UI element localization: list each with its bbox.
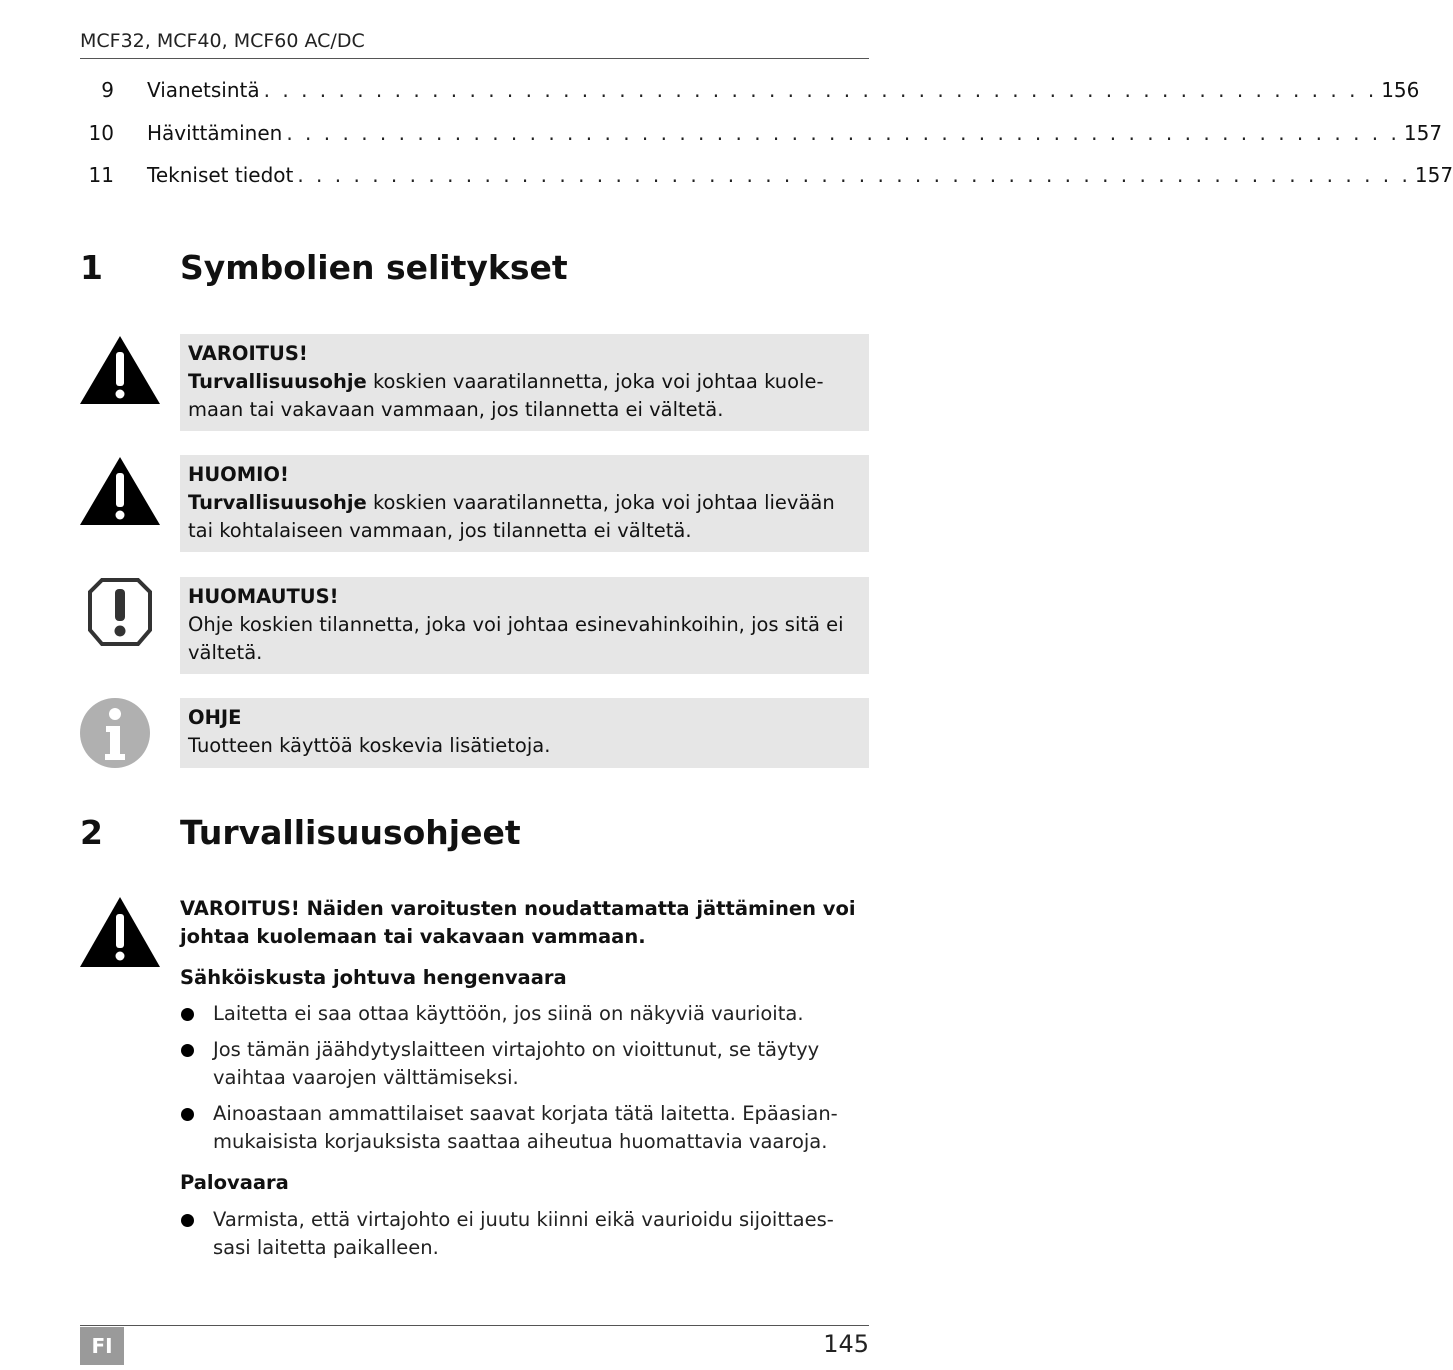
- section-title: Symbolien selitykset: [180, 248, 568, 287]
- list-item: [180, 1036, 869, 1092]
- toc-row[interactable]: [80, 120, 1443, 164]
- notice-box: [180, 455, 869, 552]
- notice-text: Ohje koskien tilannetta, joka voi johtaa esinevahinkoihin, jos sitä ei vältetä.: [188, 613, 844, 664]
- warning-triangle-icon: [80, 895, 160, 975]
- notice-text: Tuotteen käyttöä koskevia lisätietoja.: [188, 734, 551, 757]
- list-item: [180, 1000, 869, 1028]
- toc-leader-dots: . . . . . . . . . . . . . . . . . . . . . . . . . . . . . . . . . . . . . . . . . . . . . . . . . . . . . . . . . . . .: [286, 120, 1400, 145]
- page-number: 145: [823, 1330, 869, 1358]
- section-title: Turvallisuusohjeet: [180, 813, 521, 852]
- toc-title: Tekniset tiedot: [147, 163, 294, 187]
- notice-bold-lead: Turvallisuusohje: [188, 491, 367, 514]
- list-item-text: Laitetta ei saa ottaa käyttöön, jos siinä on näkyviä vaurioita.: [213, 1002, 804, 1025]
- list-item: [180, 1206, 869, 1262]
- section-number: 1: [80, 248, 103, 287]
- bullet-list: [180, 1000, 869, 1164]
- notice-box: [180, 698, 869, 768]
- notice-heading: OHJE: [188, 706, 242, 729]
- info-icon: [80, 698, 160, 778]
- notice-heading: HUOMAUTUS!: [188, 585, 339, 608]
- notice-bold-lead: Turvallisuusohje: [188, 370, 367, 393]
- toc-title: Hävittäminen: [147, 120, 283, 145]
- subheading-fire: Palovaara: [180, 1171, 289, 1194]
- bullet-icon: [181, 1214, 194, 1227]
- notice-heading: VAROITUS!: [188, 342, 308, 365]
- caution-triangle-icon: [80, 455, 160, 535]
- bullet-icon: [181, 1108, 194, 1121]
- list-item-text: Jos tämän jäähdytyslaitteen virtajohto on vioittunut, se täytyy vaihtaa vaarojen välttämiseksi.: [213, 1038, 820, 1089]
- bullet-icon: [181, 1008, 194, 1021]
- list-item: [180, 1100, 869, 1156]
- notice-heading: HUOMIO!: [188, 463, 289, 486]
- language-badge: FI: [80, 1327, 124, 1365]
- warning-triangle-icon: [80, 334, 160, 414]
- footer-divider: [80, 1325, 869, 1326]
- section-heading: [80, 248, 869, 287]
- toc-row[interactable]: [80, 78, 1420, 121]
- section-number: 2: [80, 813, 103, 852]
- warning-text: VAROITUS! Näiden varoitusten noudattamatta jättäminen voi johtaa kuolemaan tai vakavaan vammaan.: [180, 897, 856, 948]
- toc-leader-dots: . . . . . . . . . . . . . . . . . . . . . . . . . . . . . . . . . . . . . . . . . . . . . . . . . . . . . . . . . . . .: [263, 78, 1378, 102]
- toc-row[interactable]: [80, 163, 1453, 206]
- toc-leader-dots: . . . . . . . . . . . . . . . . . . . . . . . . . . . . . . . . . . . . . . . . . . . . . . . . . . . . . . . . . . . .: [297, 163, 1411, 187]
- octagon-exclamation-icon: [80, 577, 160, 657]
- notice-box: [180, 577, 869, 674]
- toc-number: 11: [88, 163, 114, 187]
- list-item-text: Ainoastaan ammattilaiset saavat korjata tätä laitetta. Epäasian-mukaisista korjauksista saattaa aiheutua huomattavia vaaroja.: [213, 1102, 838, 1153]
- subheading-electric-shock: Sähköiskusta johtuva hengenvaara: [180, 966, 567, 989]
- toc-page-number: 157: [1403, 120, 1443, 145]
- page-header: MCF32, MCF40, MCF60 AC/DC: [80, 30, 869, 59]
- toc-title: Vianetsintä: [147, 78, 260, 102]
- toc-page-number: 157: [1414, 163, 1453, 187]
- bullet-list: [180, 1206, 869, 1270]
- section-heading: [80, 813, 869, 852]
- notice-text: koskien vaaratilannetta, joka voi johtaa kuole-maan tai vakavaan vammaan, jos tilannetta ei vältetä.: [188, 370, 824, 421]
- bullet-icon: [181, 1044, 194, 1057]
- list-item-text: Varmista, että virtajohto ei juutu kiinni eikä vaurioidu sijoittaes-sasi laitetta paikalleen.: [213, 1208, 834, 1259]
- table-of-contents: [80, 78, 1453, 206]
- toc-page-number: 156: [1381, 78, 1420, 102]
- notice-box: [180, 334, 869, 431]
- toc-number: 10: [88, 120, 114, 145]
- toc-number: 9: [101, 78, 114, 102]
- notice-text: koskien vaaratilannetta, joka voi johtaa lievään tai kohtalaiseen vammaan, jos tilannetta ei vältetä.: [188, 491, 835, 542]
